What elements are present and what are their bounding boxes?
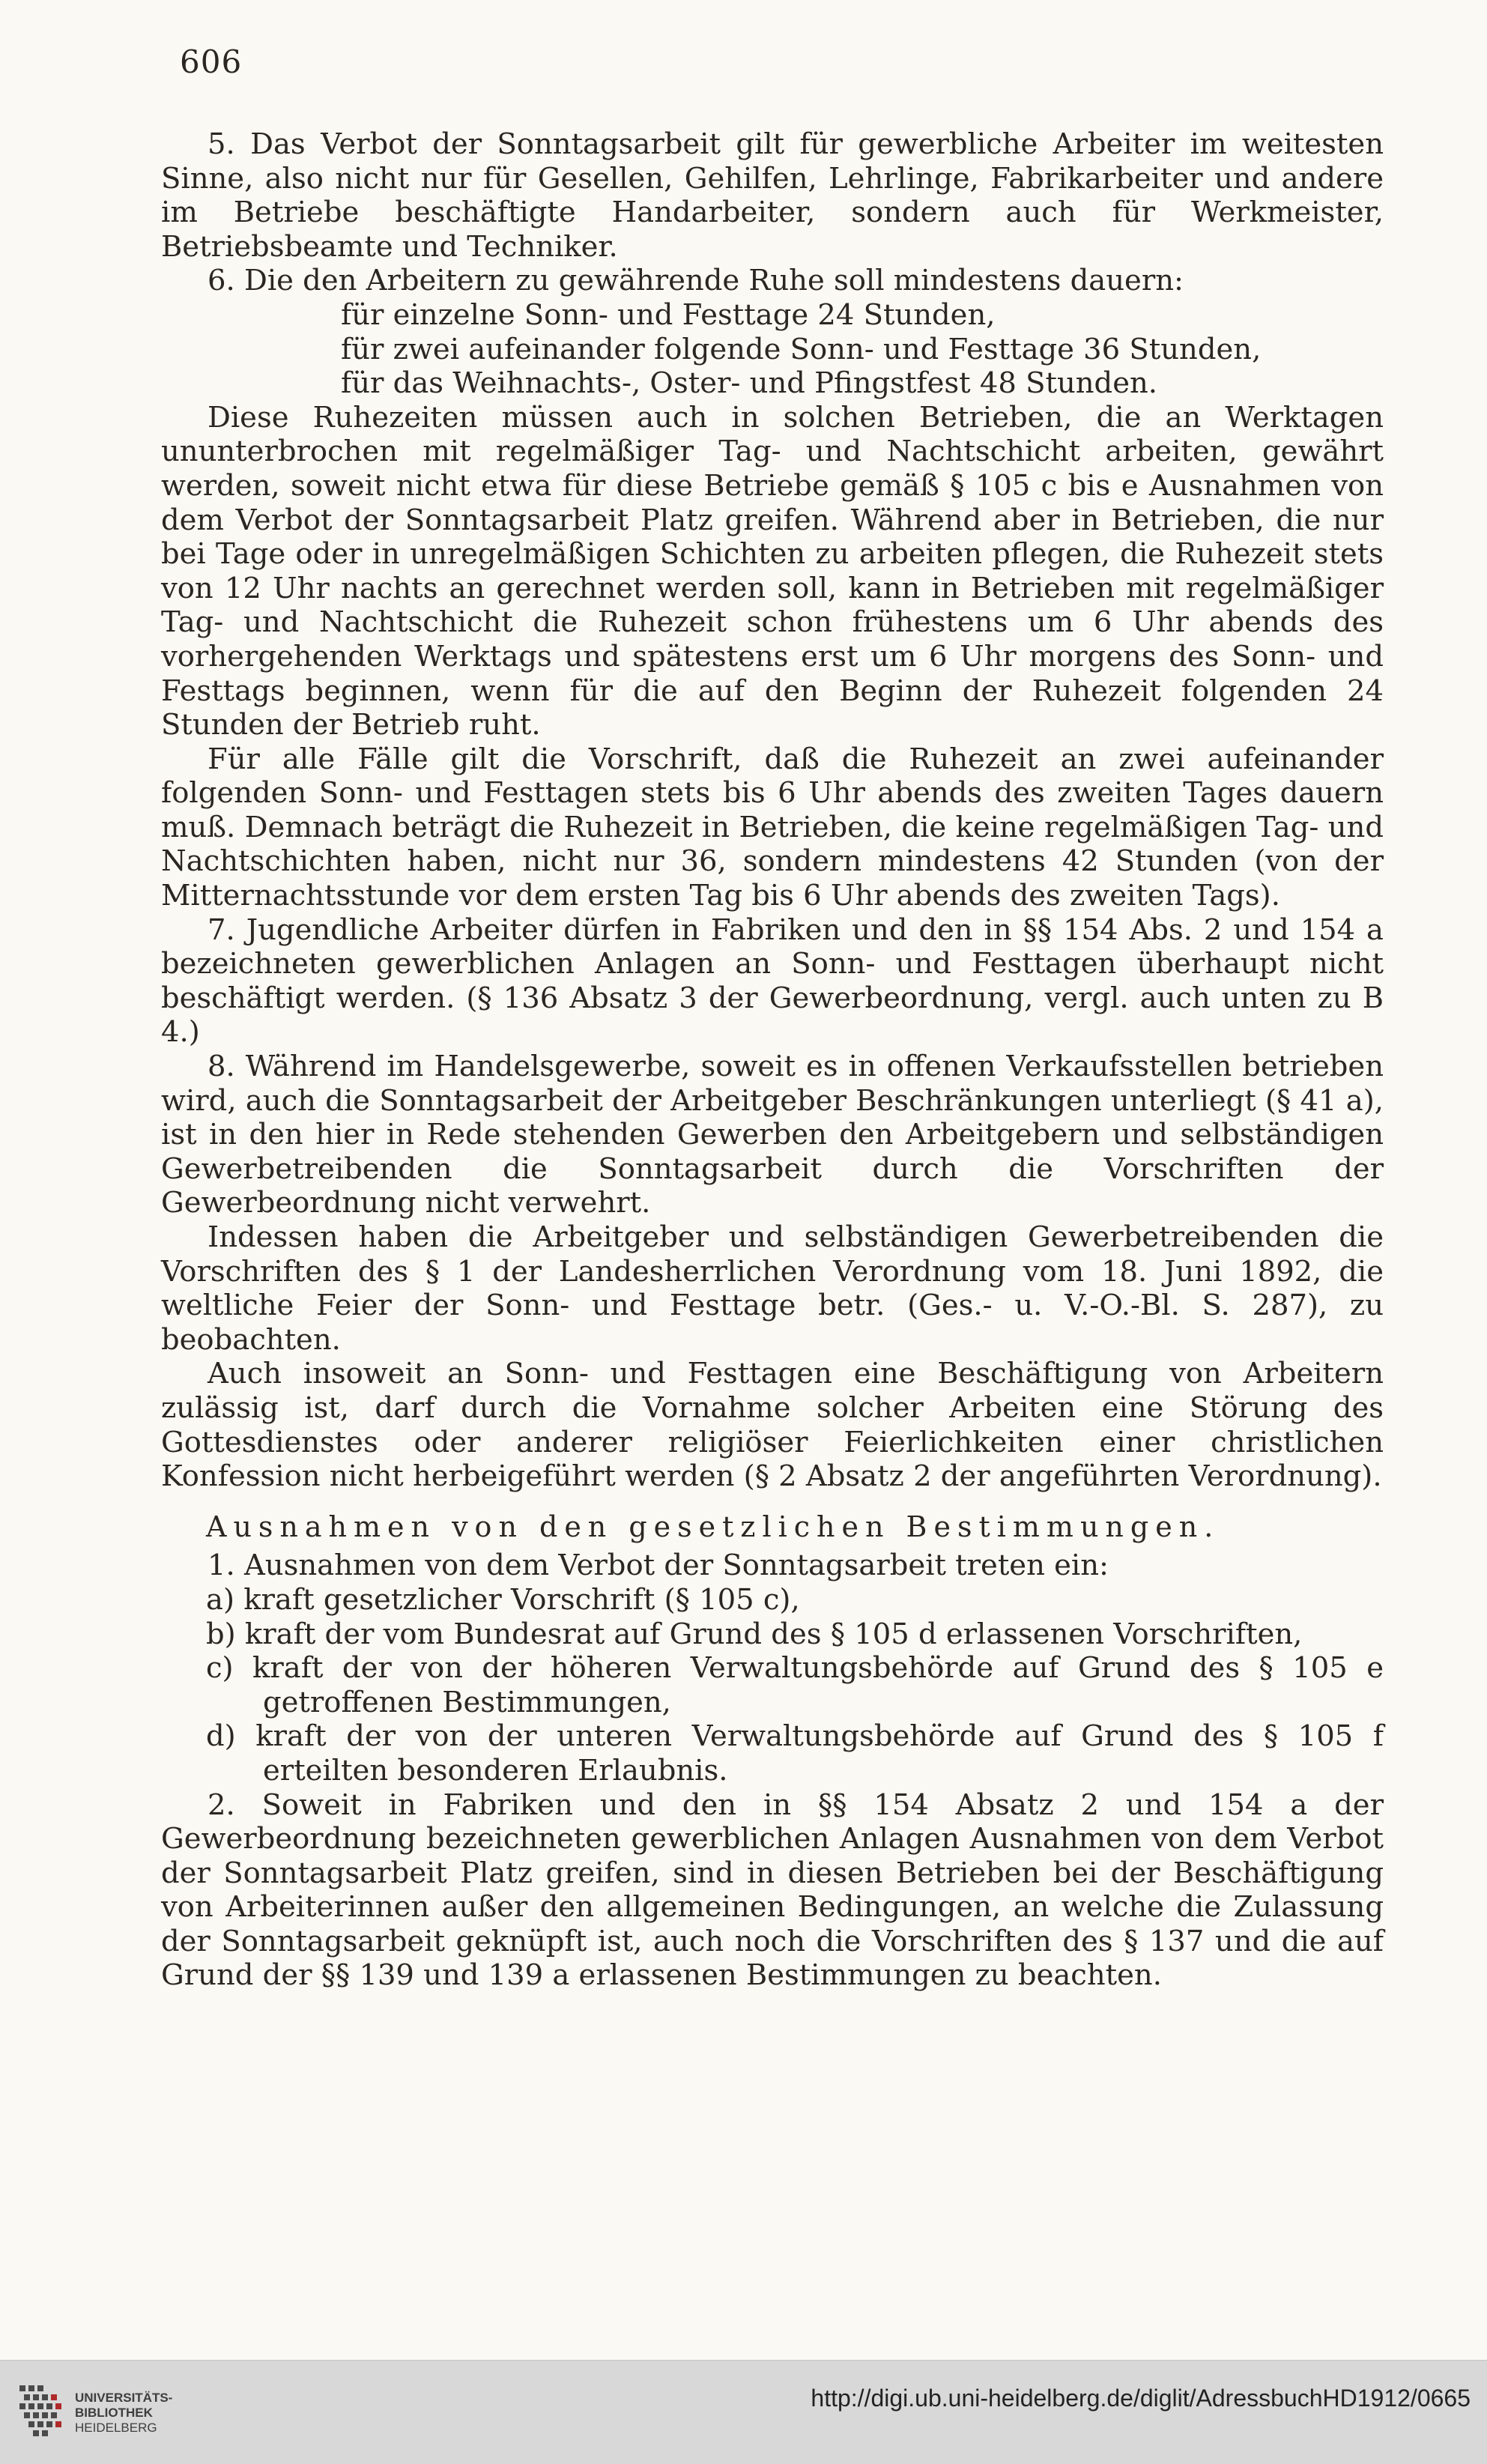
logo-line: BIBLIOTHEK <box>75 2406 153 2420</box>
paragraph-8: 8. Während im Handelsgewerbe, soweit es in offenen Verkaufsstellen betrieben wird, auch die Sonntagsarbeit der Arbeitgeber Beschränkungen unterliegt (§ 41 a), ist in den hier in Rede stehenden Gewerben den Arbeitgebern und selbständigen Gewerbetreibenden die Sonntagsarbeit durch die Vorschriften der Gewerbeordnung nicht verwehrt. <box>161 1050 1384 1220</box>
rest-period-line: für einzelne Sonn- und Festtage 24 Stunden, <box>341 297 996 332</box>
exception-item-2: 2. Soweit in Fabriken und den in §§ 154 Absatz 2 und 154 a der Gewerbeordnung bezeichneten gewerblichen Anlagen Ausnahmen von dem Verbot der Sonntagsarbeit Platz greifen, sind in diesen Betrieben bei der Beschäftigung von Arbeiterinnen außer den allgemeinen Bedingungen, an welche die Zulassung der Sonntagsarbeit geknüpft ist, auch noch die Vorschriften des § 137 und die auf Grund der §§ 139 und 139 a erlassenen Bestimmungen zu beachten. <box>161 1788 1384 1993</box>
paragraph-6-intro: 6. Die den Arbeitern zu gewährende Ruhe soll mindestens dauern: <box>208 264 1184 298</box>
exception-sub-item: b) kraft der vom Bundesrat auf Grund des § 105 d erlassenen Vorschriften, <box>206 1617 1303 1651</box>
paragraph-6-all-cases: Für alle Fälle gilt die Vorschrift, daß die Ruhezeit an zwei aufeinander folgenden Sonn- und Festtagen stets bis 6 Uhr abends des zweiten Tages dauern muß. Demnach beträgt die Ruhezeit in Betrieben, die keine regelmäßigen Tag- und Nachtschichten haben, nicht nur 36, sondern mindestens 42 Stunden (von der Mitternachtsstunde vor dem ersten Tag bis 6 Uhr abends des zweiten Tags). <box>161 742 1384 913</box>
section-heading: Ausnahmen von den gesetzlichen Bestimmungen. <box>206 1510 1220 1543</box>
library-seal-icon <box>16 2382 67 2444</box>
source-url-link[interactable]: http://digi.ub.uni-heidelberg.de/diglit/AdressbuchHD1912/0665 <box>811 2385 1471 2412</box>
page-number: 606 <box>180 43 243 80</box>
logo-line: HEIDELBERG <box>75 2421 157 2435</box>
paragraph-7: 7. Jugendliche Arbeiter dürfen in Fabriken und den in §§ 154 Abs. 2 und 154 a bezeichneten gewerblichen Anlagen an Sonn- und Festtagen überhaupt nicht beschäftigt werden. (§ 136 Absatz 3 der Gewerbeordnung, vergl. auch unten zu B 4.) <box>161 912 1384 1050</box>
rest-period-line: für das Weihnachts-, Oster- und Pfingstfest 48 Stunden. <box>341 366 1158 401</box>
paragraph-6-rest: Diese Ruhezeiten müssen auch in solchen Betrieben, die an Werktagen ununterbrochen mit regelmäßiger Tag- und Nachtschicht arbeiten, gewährt werden, soweit nicht etwa für diese Betriebe gemäß § 105 c bis e Ausnahmen von dem Verbot der Sonntagsarbeit Platz greifen. Während aber in Betrieben, die nur bei Tage oder in unregelmäßigen Schichten zu arbeiten pflegen, die Ruhezeit stets von 12 Uhr nachts an gerechnet werden soll, kann in Betrieben mit regelmäßiger Tag- und Nachtschicht die Ruhezeit schon frühestens um 6 Uhr abends des vorhergehenden Werktags und spätestens erst um 6 Uhr morgens des Sonn- und Festtags beginnen, wenn für die auf den Beginn der Ruhezeit folgenden 24 Stunden der Betrieb ruht. <box>161 400 1384 742</box>
exception-sub-item: c) kraft der von der höheren Verwaltungsbehörde auf Grund des § 105 e getroffenen Bestimmungen, <box>206 1651 1384 1719</box>
exception-sub-item: d) kraft der von der unteren Verwaltungsbehörde auf Grund des § 105 f erteilten besonderen Erlaubnis. <box>206 1719 1384 1788</box>
viewer-footer <box>0 2360 1487 2464</box>
library-logo[interactable] <box>16 2377 181 2449</box>
library-name <box>75 2391 172 2436</box>
document-body <box>161 127 1384 1993</box>
exception-sub-item: a) kraft gesetzlicher Vorschrift (§ 105 c), <box>206 1582 800 1617</box>
rest-period-line: für zwei aufeinander folgende Sonn- und Festtage 36 Stunden, <box>341 332 1262 366</box>
exception-item-1: 1. Ausnahmen von dem Verbot der Sonntagsarbeit treten ein: <box>208 1549 1109 1583</box>
paragraph-8-indessen: Indessen haben die Arbeitgeber und selbständigen Gewerbetreibenden die Vorschriften des § 1 der Landesherrlichen Verordnung vom 18. Juni 1892, die weltliche Feier der Sonn- und Festtage betr. (Ges.- u. V.-O.-Bl. S. 287), zu beobachten. <box>161 1220 1384 1357</box>
logo-line: UNIVERSITÄTS- <box>75 2391 173 2405</box>
paragraph-8-auch: Auch insoweit an Sonn- und Festtagen eine Beschäftigung von Arbeitern zulässig ist, darf durch die Vornahme solcher Arbeiten eine Störung des Gottesdienstes oder anderer religiöser Feierlichkeiten einer christlichen Konfession nicht herbeigeführt werden (§ 2 Absatz 2 der angeführten Verordnung). <box>161 1357 1384 1494</box>
paragraph-5: 5. Das Verbot der Sonntagsarbeit gilt für gewerbliche Arbeiter im weitesten Sinne, also nicht nur für Gesellen, Gehilfen, Lehrlinge, Fabrikarbeiter und andere im Betriebe beschäftigte Handarbeiter, sondern auch für Werkmeister, Betriebsbeamte und Techniker. <box>161 127 1384 264</box>
